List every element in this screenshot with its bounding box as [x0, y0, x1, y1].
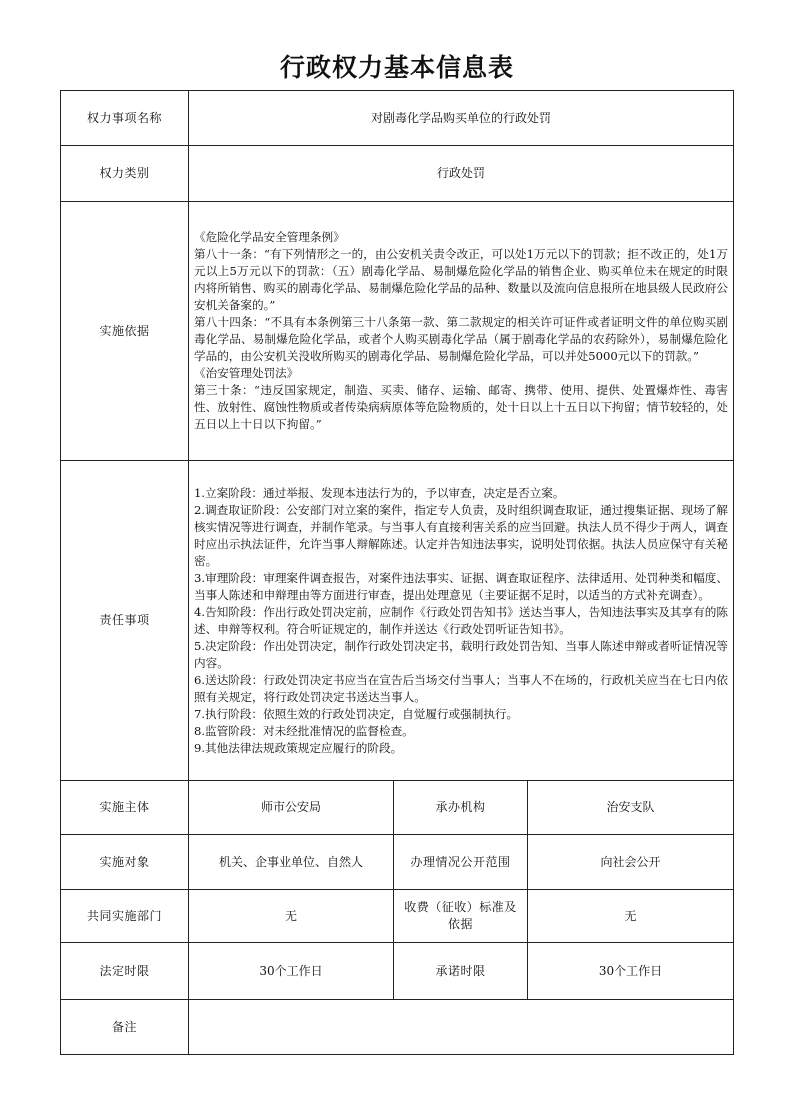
deadline-value: 30个工作日 — [189, 943, 394, 1000]
agency-value: 治安支队 — [528, 781, 734, 835]
row-target — [61, 835, 734, 890]
row-duty — [61, 461, 734, 781]
subject-label: 实施主体 — [61, 781, 189, 835]
duty-paragraph: 8.监管阶段：对未经批准情况的监督检查。 — [194, 723, 414, 738]
page-title: 行政权力基本信息表 — [279, 53, 514, 82]
promise-value: 30个工作日 — [528, 943, 734, 1000]
basis-paragraph: 《治安管理处罚法》 — [194, 366, 299, 380]
basis-label: 实施依据 — [61, 202, 189, 461]
basis-paragraph: 第八十四条：“不具有本条例第三十八条第一款、第二款规定的相关许可证件或者证明文件的单位购买剧毒化学品、易制爆危险化学品，或者个人购买剧毒化学品（属于剧毒化学品的农药除外），易制爆危险化学品的，由公安机关没收所购买的剧毒化学品、易制爆危险化学品，可以并处5000元以下的罚款。” — [194, 315, 729, 363]
duty-paragraph: 7.执行阶段：依照生效的行政处罚决定，自觉履行或强制执行。 — [194, 706, 519, 721]
joint-label: 共同实施部门 — [61, 890, 189, 943]
row-item-name — [61, 91, 734, 146]
promise-label: 承诺时限 — [394, 943, 528, 1000]
info-table — [60, 90, 734, 1055]
duty-paragraph: 4.告知阶段：作出行政处罚决定前，应制作《行政处罚告知书》送达当事人，告知违法事实及其享有的陈述、申辩等权利。符合听证规定的，制作并送达《行政处罚听证告知书》。 — [194, 604, 729, 636]
duty-content — [189, 461, 734, 781]
duty-paragraph: 9.其他法律法规政策规定应履行的阶段。 — [194, 740, 403, 755]
target-label: 实施对象 — [61, 835, 189, 890]
duty-paragraph: 1.立案阶段：通过举报、发现本违法行为的，予以审查，决定是否立案。 — [194, 485, 565, 500]
disclosure-value: 向社会公开 — [528, 835, 734, 890]
remark-value — [189, 1000, 734, 1055]
agency-label: 承办机构 — [394, 781, 528, 835]
fee-label: 收费（征收）标准及依据 — [394, 890, 528, 943]
item-name-value: 对剧毒化学品购买单位的行政处罚 — [189, 91, 734, 146]
duty-paragraph: 2.调查取证阶段：公安部门对立案的案件，指定专人负责，及时组织调查取证，通过搜集证据、现场了解核实情况等进行调查，并制作笔录。与当事人有直接利害关系的应当回避。执法人员不得少于两人，调查时应出示执法证件，允许当事人辩解陈述。认定并告知违法事实，说明处罚依据。执法人员应保守有关秘密。 — [194, 502, 729, 568]
basis-content — [189, 202, 734, 461]
row-deadline — [61, 943, 734, 1000]
joint-value: 无 — [189, 890, 394, 943]
subject-value: 师市公安局 — [189, 781, 394, 835]
basis-paragraph: 第三十条：“违反国家规定，制造、买卖、储存、运输、邮寄、携带、使用、提供、处置爆炸性、毒害性、放射性、腐蚀性物质或者传染病病原体等危险物质的，处十日以上十五日以下拘留；情节较轻的，处五日以上十日以下拘留。” — [194, 383, 729, 431]
disclosure-label: 办理情况公开范围 — [394, 835, 528, 890]
row-joint — [61, 890, 734, 943]
basis-paragraph: 《危险化学品安全管理条例》 — [194, 230, 345, 244]
category-value: 行政处罚 — [189, 146, 734, 202]
duty-paragraph: 3.审理阶段：审理案件调查报告，对案件违法事实、证据、调查取证程序、法律适用、处罚种类和幅度、当事人陈述和申辩理由等方面进行审查，提出处理意见（主要证据不足时，以适当的方式补充调查）。 — [194, 570, 729, 602]
item-name-label: 权力事项名称 — [61, 91, 189, 146]
remark-label: 备注 — [61, 1000, 189, 1055]
row-remark — [61, 1000, 734, 1055]
row-subject — [61, 781, 734, 835]
fee-value: 无 — [528, 890, 734, 943]
target-value: 机关、企事业单位、自然人 — [189, 835, 394, 890]
row-basis — [61, 202, 734, 461]
basis-paragraph: 第八十一条：“有下列情形之一的，由公安机关责令改正，可以处1万元以下的罚款；拒不改正的，处1万元以上5万元以下的罚款：（五）剧毒化学品、易制爆危险化学品的销售企业、购买单位未在规定的时限内将所销售、购买的剧毒化学品、易制爆危险化学品的品种、数量以及流向信息报所在地县级人民政府公安机关备案的。” — [194, 247, 729, 312]
row-category — [61, 146, 734, 202]
deadline-label: 法定时限 — [61, 943, 189, 1000]
category-label: 权力类别 — [61, 146, 189, 202]
duty-paragraph: 6.送达阶段：行政处罚决定书应当在宣告后当场交付当事人；当事人不在场的，行政机关应当在七日内依照有关规定，将行政处罚决定书送达当事人。 — [194, 672, 729, 704]
duty-paragraph: 5.决定阶段：作出处罚决定，制作行政处罚决定书，载明行政处罚告知、当事人陈述申辩或者听证情况等内容。 — [194, 638, 729, 670]
duty-label: 责任事项 — [61, 461, 189, 781]
